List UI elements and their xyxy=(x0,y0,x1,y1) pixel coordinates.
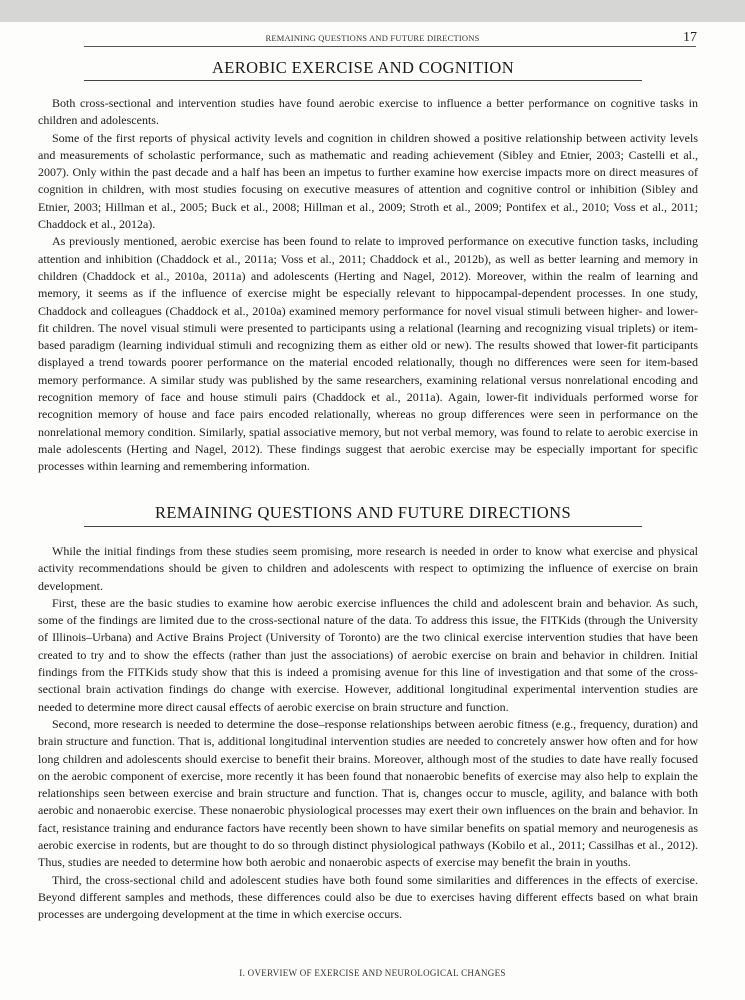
paragraph: Both cross-sectional and intervention studies have found aerobic exercise to influence a better performance on cognitive tasks in children and adolescents. xyxy=(38,96,698,128)
paragraph: While the initial findings from these studies seem promising, more research is needed in order to know what exercise and physical activity recommendations should be given to children and adolescents with respect to optimizing the influence of exercise on brain development. xyxy=(38,544,698,593)
scan-top-band xyxy=(0,0,745,22)
paragraph: Second, more research is needed to determine the dose–response relationships between aerobic fitness (e.g., frequency, duration) and brain structure and function. That is, additional longitudinal intervention studies are needed to concretely answer how often and for how long children and adolescents should exercise to benefit their brains. Moreover, although most of the studies to date have really focused on the aerobic component of exercise, more recently it has been found that nonaerobic benefits of exercise may also help to explain the relationships seen between exercise and brain structure and function. That is, changes occur to muscle, agility, and balance with both aerobic and nonaerobic exercise. These nonaerobic physiological processes may exert their own influences on the brain and behavior. In fact, resistance training and endurance factors have recently been shown to have similar benefits on spatial memory and neurogenesis as aerobic exercise in rodents, but are thought to do so through distinct physiological pathways (Kobilo et al., 2011; Cassilhas et al., 2012). Thus, studies are needed to determine how both aerobic and nonaerobic aspects of exercise may benefit the brain in youths. xyxy=(38,716,698,870)
section-heading-rule xyxy=(84,80,642,81)
running-head-title: REMAINING QUESTIONS AND FUTURE DIRECTIONS xyxy=(265,33,480,43)
section-remaining-questions-body xyxy=(38,543,698,924)
page-footer: I. OVERVIEW OF EXERCISE AND NEUROLOGICAL CHANGES xyxy=(239,968,506,978)
paragraph: Third, the cross-sectional child and adolescent studies have both found some similarities and differences in the effects of exercise. Beyond different samples and methods, these differences could also be due to exercises having different effects based on what brain processes are undergoing development at the time in which exercise occurs. xyxy=(38,872,698,922)
running-head xyxy=(0,26,745,46)
running-head-rule xyxy=(84,46,696,47)
paragraph: As previously mentioned, aerobic exercise has been found to relate to improved performance on executive function tasks, including attention and inhibition (Chaddock et al., 2011a; Voss et al., 2011; Chaddock et al., 2012b), as well as better learning and memory in children (Chaddock et al., 2010a, 2011a) and adolescents (Herting and Nagel, 2012). Moreover, within the realm of learning and memory, it seems as if the influence of exercise might be especially relevant to hippocampal-dependent processes. In one study, Chaddock and colleagues (Chaddock et al., 2010a) examined memory performance for novel visual stimuli between higher- and lower-fit children. The novel visual stimuli were presented to participants using a relational (learning and recognizing visual triplets) or item-based paradigm (learning individual stimuli and recognizing them as either old or new). The results showed that lower-fit participants displayed a trend towards poorer performance on the material encoded relationally, though no differences were seen for item-based memory performance. A similar study was published by the same researchers, examining relational versus nonrelational encoding and recognition memory of face and house stimuli pairs (Chaddock et al., 2011a). Again, lower-fit individuals performed worse for recognition memory of house and face pairs encoded relationally, whereas no group differences were seen in performance on the nonrelational memory condition. Similarly, spatial associative memory, but not verbal memory, was found to relate to aerobic exercise in male adolescents (Herting and Nagel, 2012). These findings suggest that aerobic exercise may be especially important for specific processes within learning and remembering information. xyxy=(38,234,698,474)
section-heading-remaining-questions: REMAINING QUESTIONS AND FUTURE DIRECTIONS xyxy=(154,503,572,522)
paragraph: First, these are the basic studies to examine how aerobic exercise influences the child and adolescent brain and behavior. As such, some of the findings are limited due to the cross-sectional nature of the data. To address this issue, the FITKids (through the University of Illinois–Urbana) and Active Brains Project (University of Toronto) are the two clinical exercise intervention studies that have been created to try and to show the effects (rather than just the associations) of aerobic exercise on brain and behavior in children. Initial findings from the FITKids study show that this is indeed a promising avenue for this line of investigation and that some of the cross-sectional brain activation findings do change with exercise. However, additional longitudinal experimental intervention studies are needed to determine more direct causal effects of aerobic exercise on brain structure and function. xyxy=(38,595,698,714)
page-number: 17 xyxy=(683,30,697,45)
section-heading-aerobic-exercise: AEROBIC EXERCISE AND COGNITION xyxy=(211,58,515,77)
section-aerobic-exercise-body xyxy=(38,95,698,476)
paragraph: Some of the first reports of physical activity levels and cognition in children showed a positive relationship between activity levels and measurements of scholastic performance, such as mathematic and reading achievement (Sibley and Etnier, 2003; Castelli et al., 2007). Only within the past decade and a half has been an impetus to further examine how exercise impacts more on direct measures of cognition in children, with most studies focusing on executive measures of attention and cognitive control or inhibition (Sibley and Etnier, 2003; Hillman et al., 2005; Buck et al., 2008; Hillman et al., 2009; Stroth et al., 2009; Pontifex et al., 2010; Voss et al., 2011; Chaddock et al., 2012a). xyxy=(38,130,698,232)
section-heading-rule xyxy=(84,526,642,527)
